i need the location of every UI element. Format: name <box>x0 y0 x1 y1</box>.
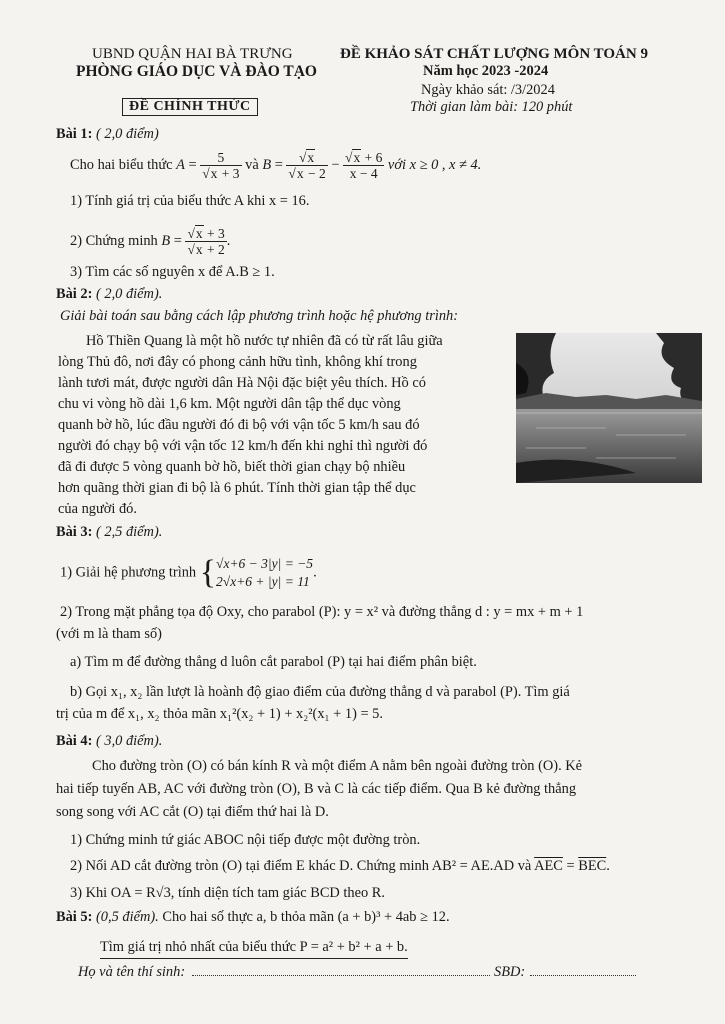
bai5-heading: Bài 5: (0,5 điểm). Cho hai số thực a, b thỏa mãn (a + b)³ + 4ab ≥ 12. <box>56 909 450 925</box>
bai4-heading: Bài 4: ( 3,0 điểm). <box>56 733 163 749</box>
sbd-label: SBD: <box>494 964 526 980</box>
fraction-b2: $\frac{√x + 6}{x - 4}$ <box>345 150 383 181</box>
fraction-b-proof: $\frac{√x + 3}{√x + 2}$ <box>187 226 225 257</box>
bai2-line-8: hơn quãng thời gian đi bộ là 6 phút. Tính thời gian tập thể dục <box>58 480 416 496</box>
bai2-line-5: quanh bờ hồ, lúc đầu người đó đi bộ với vận tốc 5 km/h sau đó <box>58 417 420 433</box>
department-name: PHÒNG GIÁO DỤC VÀ ĐÀO TẠO <box>76 63 317 80</box>
fraction-a: $\frac{5}{√x + 3}$ <box>202 150 240 181</box>
bai2-line-3: lành tươi mát, được người dân Hà Nội đặc biệt yêu thích. Hồ có <box>58 375 426 391</box>
bai1-intro: Cho hai biểu thức A = $\frac{5}{√x + 3}$ và B = $\frac{√x}{√x - 2}$ − $\frac{√x + 6}{x - 4}$ với x ≥ 0 , x ≠ 4. <box>70 150 482 181</box>
bai2-line-6: người đó chạy bộ với vận tốc 12 km/h đến khi nghỉ thì người đó <box>58 438 428 454</box>
bai2-line-4: chu vi vòng hồ dài 1,6 km. Một người dân tập thể dục vòng <box>58 396 401 412</box>
sbd-field[interactable] <box>530 975 636 976</box>
exam-title: ĐỀ KHẢO SÁT CHẤT LƯỢNG MÔN TOÁN 9 <box>340 46 648 62</box>
bai2-line-1: Hồ Thiền Quang là một hồ nước tự nhiên đã có từ rất lâu giữa <box>86 333 443 349</box>
fraction-b1: $\frac{√x}{√x - 2}$ <box>288 150 326 181</box>
bai3-qb-line2: trị của m để x₁, x₂ thỏa mãn x₁²(x₂ + 1) + x₂²(x₁ + 1) = 5. <box>56 706 383 722</box>
system-brace: { <box>199 554 217 591</box>
bai3-q1: 1) Giải hệ phương trình { √x+6 − 3|y| = −5 2√x+6 + |y| = 11 . <box>60 554 317 591</box>
bai4-intro-line1: Cho đường tròn (O) có bán kính R và một điểm A nằm bên ngoài đường tròn (O). Kẻ <box>92 758 583 774</box>
bai1-q3: 3) Tìm các số nguyên x để A.B ≥ 1. <box>70 264 275 280</box>
candidate-name-field[interactable] <box>192 975 490 976</box>
bai2-line-2: lòng Thủ đô, nơi đây có phong cảnh hữu tình, không khí trong <box>58 354 417 370</box>
candidate-name-label: Họ và tên thí sinh: <box>78 964 186 980</box>
lake-photo-icon <box>516 333 702 483</box>
district-name: UBND QUẬN HAI BÀ TRƯNG <box>92 46 293 62</box>
bai2-heading: Bài 2: ( 2,0 điểm). <box>56 286 163 302</box>
exam-date: Ngày khảo sát: /3/2024 <box>421 82 555 98</box>
bai3-qa: a) Tìm m để đường thẳng d luôn cắt parabol (P) tại hai điểm phân biệt. <box>70 654 477 670</box>
official-label: ĐỀ CHÍNH THỨC <box>122 98 258 116</box>
bai5-question: Tìm giá trị nhỏ nhất của biểu thức P = a² + b² + a + b. <box>100 937 408 959</box>
school-year: Năm học 2023 -2024 <box>423 63 549 79</box>
bai4-q2: 2) Nối AD cắt đường tròn (O) tại điểm E khác D. Chứng minh AB² = AE.AD và $\overline{AEC} = \overline{BEC}$. <box>70 858 610 874</box>
bai4-q1: 1) Chứng minh tứ giác ABOC nội tiếp được một đường tròn. <box>70 832 421 848</box>
bai3-q2-line1: 2) Trong mặt phẳng tọa độ Oxy, cho parabol (P): y = x² và đường thẳng d : y = mx + m + 1 <box>60 604 584 620</box>
bai2-line-7: đã đi được 5 vòng quanh bờ hồ, biết thời gian chạy bộ nhiều <box>58 459 406 475</box>
bai3-heading: Bài 3: ( 2,5 điểm). <box>56 524 163 540</box>
bai4-intro-line2: hai tiếp tuyến AB, AC với đường tròn (O), B và C là các tiếp điểm. Qua B kẻ đường thẳng <box>56 781 577 797</box>
bai2-line-9: của người đó. <box>58 501 137 517</box>
bai3-q2-line2: (với m là tham số) <box>56 626 162 642</box>
bai1-heading: Bài 1: ( 2,0 điểm) <box>56 126 159 142</box>
bai3-qb-line1: b) Gọi x₁, x₂ lần lượt là hoành độ giao điểm của đường thẳng d và parabol (P). Tìm giá <box>70 684 570 700</box>
bai1-q2: 2) Chứng minh B = $\frac{√x + 3}{√x + 2}$ . <box>70 226 231 257</box>
equation-system: √x+6 − 3|y| = −5 2√x+6 + |y| = 11 <box>216 556 314 589</box>
bai4-intro-line3: song song với AC cắt (O) tại điểm thứ hai là D. <box>56 804 329 820</box>
exam-duration: Thời gian làm bài: 120 phút <box>410 99 573 115</box>
bai4-q3: 3) Khi OA = R√3, tính diện tích tam giác BCD theo R. <box>70 885 385 901</box>
bai1-q1: 1) Tính giá trị của biểu thức A khi x = 16. <box>70 193 310 209</box>
bai2-instruction: Giải bài toán sau bằng cách lập phương trình hoặc hệ phương trình: <box>60 308 458 324</box>
